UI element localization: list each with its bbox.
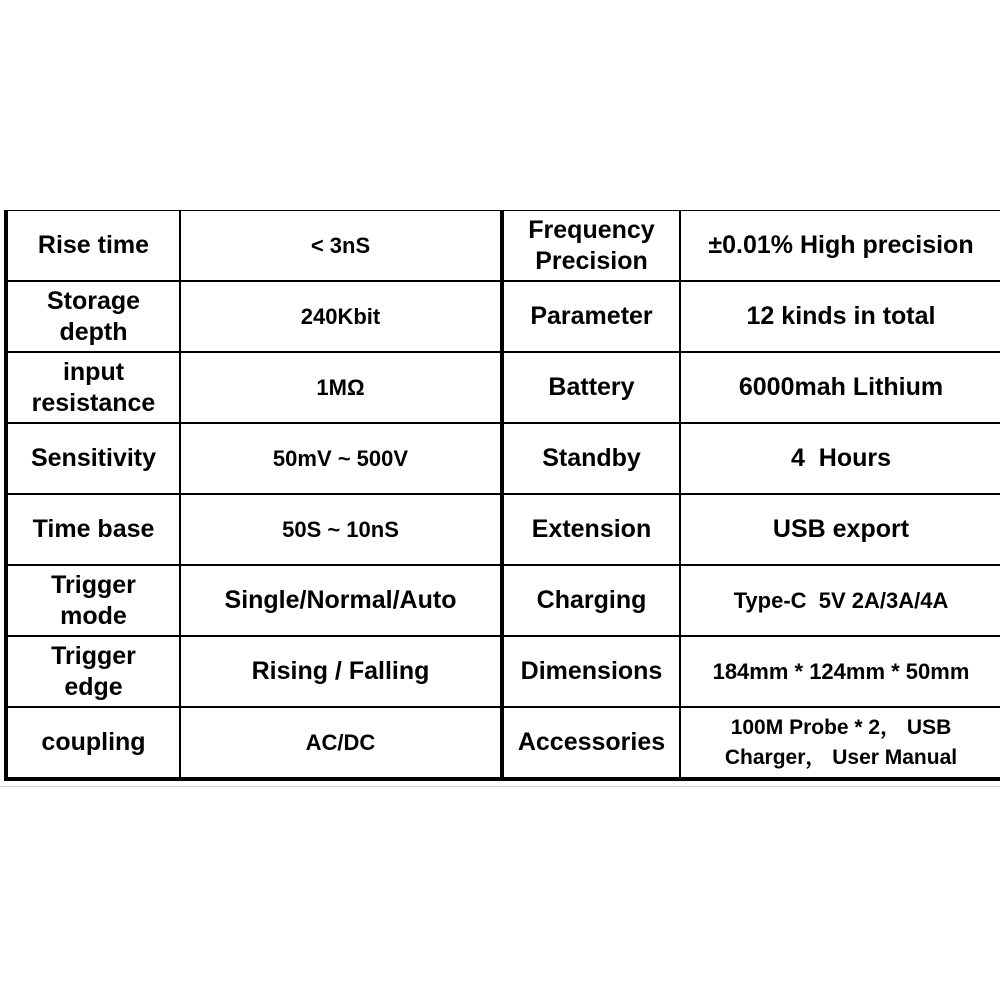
table-row: [6, 211, 1000, 282]
spec-label: Trigger edge: [6, 636, 180, 707]
table-row: [6, 707, 1000, 779]
spec-label: Trigger mode: [6, 565, 180, 636]
spec-value: AC/DC: [180, 707, 502, 779]
spec-label: Accessories: [502, 707, 680, 779]
spec-value: 240Kbit: [180, 281, 502, 352]
table-row: [6, 423, 1000, 494]
spec-value: 50S ~ 10nS: [180, 494, 502, 565]
spec-value: USB export: [680, 494, 1000, 565]
spec-label: Frequency Precision: [502, 211, 680, 282]
spec-value: < 3nS: [180, 211, 502, 282]
table-row: [6, 494, 1000, 565]
spec-label: Charging: [502, 565, 680, 636]
spec-label: Battery: [502, 352, 680, 423]
table-row: [6, 565, 1000, 636]
spec-label: input resistance: [6, 352, 180, 423]
spec-label: Sensitivity: [6, 423, 180, 494]
spec-value: 1MΩ: [180, 352, 502, 423]
table-row: [6, 636, 1000, 707]
spec-label: Standby: [502, 423, 680, 494]
spec-label: Time base: [6, 494, 180, 565]
spec-value: 6000mah Lithium: [680, 352, 1000, 423]
spec-value: Rising / Falling: [180, 636, 502, 707]
spec-value: Single/Normal/Auto: [180, 565, 502, 636]
spec-label: Extension: [502, 494, 680, 565]
divider: [0, 786, 1000, 787]
spec-label: Storage depth: [6, 281, 180, 352]
spec-table: [4, 210, 1000, 781]
spec-label: Parameter: [502, 281, 680, 352]
table-row: [6, 281, 1000, 352]
spec-label: coupling: [6, 707, 180, 779]
spec-value: Type-C 5V 2A/3A/4A: [680, 565, 1000, 636]
spec-value: 12 kinds in total: [680, 281, 1000, 352]
spec-value: 50mV ~ 500V: [180, 423, 502, 494]
spec-label: Dimensions: [502, 636, 680, 707]
spec-value: 4 Hours: [680, 423, 1000, 494]
spec-value: 184mm * 124mm * 50mm: [680, 636, 1000, 707]
table-row: [6, 352, 1000, 423]
spec-value: 100M Probe * 2， USB Charger， User Manual: [680, 707, 1000, 779]
spec-label: Rise time: [6, 211, 180, 282]
spec-value: ±0.01% High precision: [680, 211, 1000, 282]
